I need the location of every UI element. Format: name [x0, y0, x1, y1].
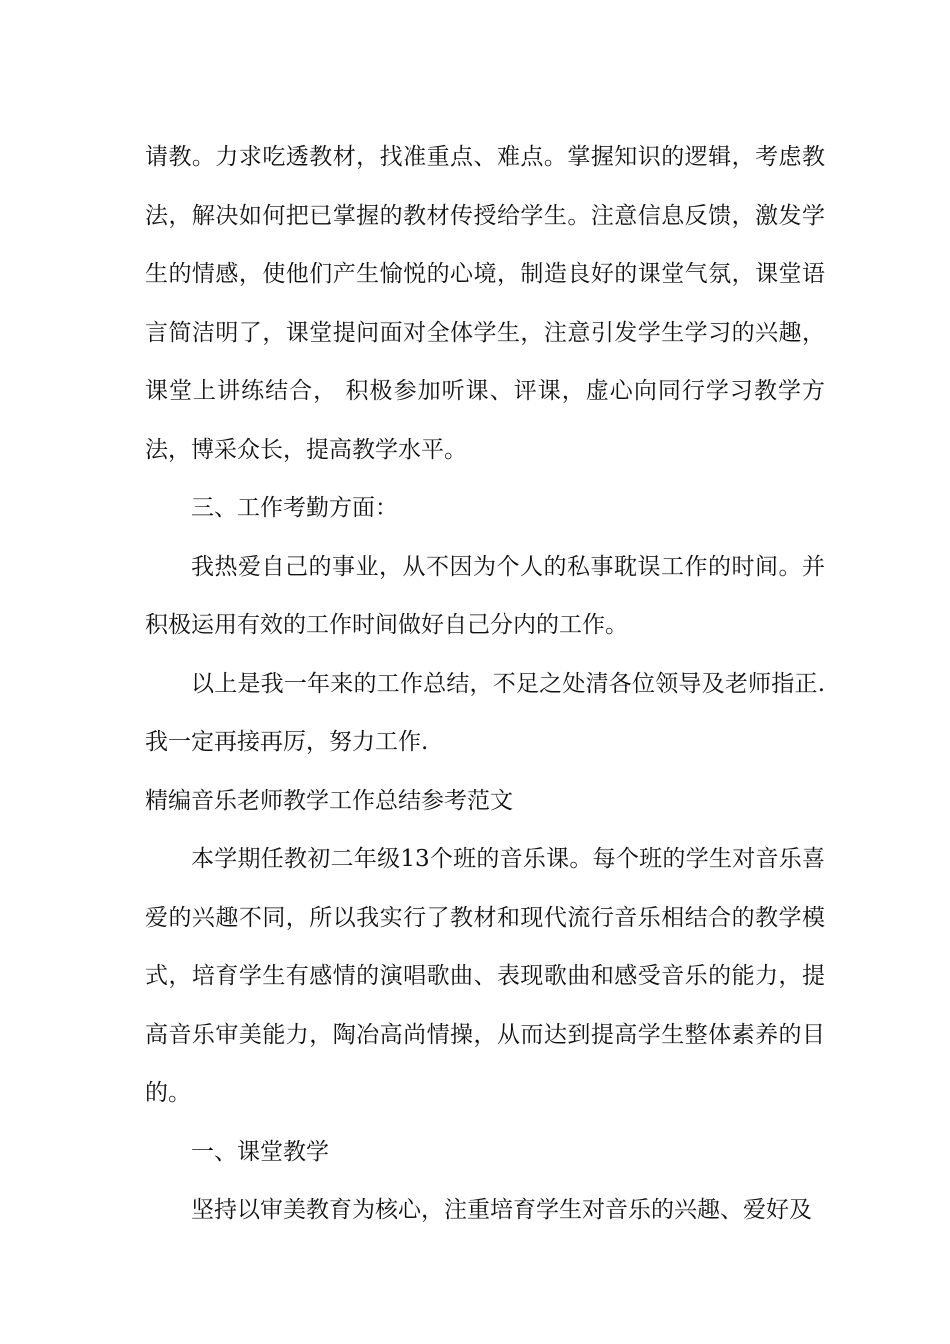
- document-body: [145, 128, 825, 1240]
- document-title-music-teacher-summary: 精编音乐老师教学工作总结参考范文: [145, 787, 513, 814]
- section-heading-attendance: 三、工作考勤方面：: [191, 495, 398, 521]
- section-heading-classroom-teaching: 一、课堂教学: [191, 1138, 329, 1165]
- paragraph-teaching-methods: 请教。力求吃透教材，找准重点、难点。掌握知识的逻辑，考虑教法，解决如何把已掌握的教材传授给学生。注意信息反馈，激发学生的情感，使他们产生愉悦的心境，制造良好的课堂气氛，课堂语言简洁明了，课堂提问面对全体学生，注意引发学生学习的兴趣，课堂上讲练结合， 积极参加听课、评课，虚心向同行学习教学方法，博采众长，提高教学水平。: [145, 144, 825, 463]
- paragraph-music-intro: 本学期任教初二年级13个班的音乐课。每个班的学生对音乐喜爱的兴趣不同，所以我实行了教材和现代流行音乐相结合的教学模式，培育学生有感情的演唱歌曲、表现歌曲和感受音乐的能力，提高音乐审美能力，陶冶高尚情操，从而达到提高学生整体素养的目的。: [145, 846, 825, 1106]
- paragraph-attendance: 我热爱自己的事业，从不因为个人的私事耽误工作的时间。并积极运用有效的工作时间做好自己分内的工作。: [145, 553, 825, 638]
- paragraph-conclusion: 以上是我一年来的工作总结，不足之处清各位领导及老师指正.我一定再接再厉，努力工作.: [145, 670, 825, 755]
- paragraph-aesthetic-education: 坚持以审美教育为核心，注重培育学生对音乐的兴趣、爱好及: [191, 1197, 812, 1223]
